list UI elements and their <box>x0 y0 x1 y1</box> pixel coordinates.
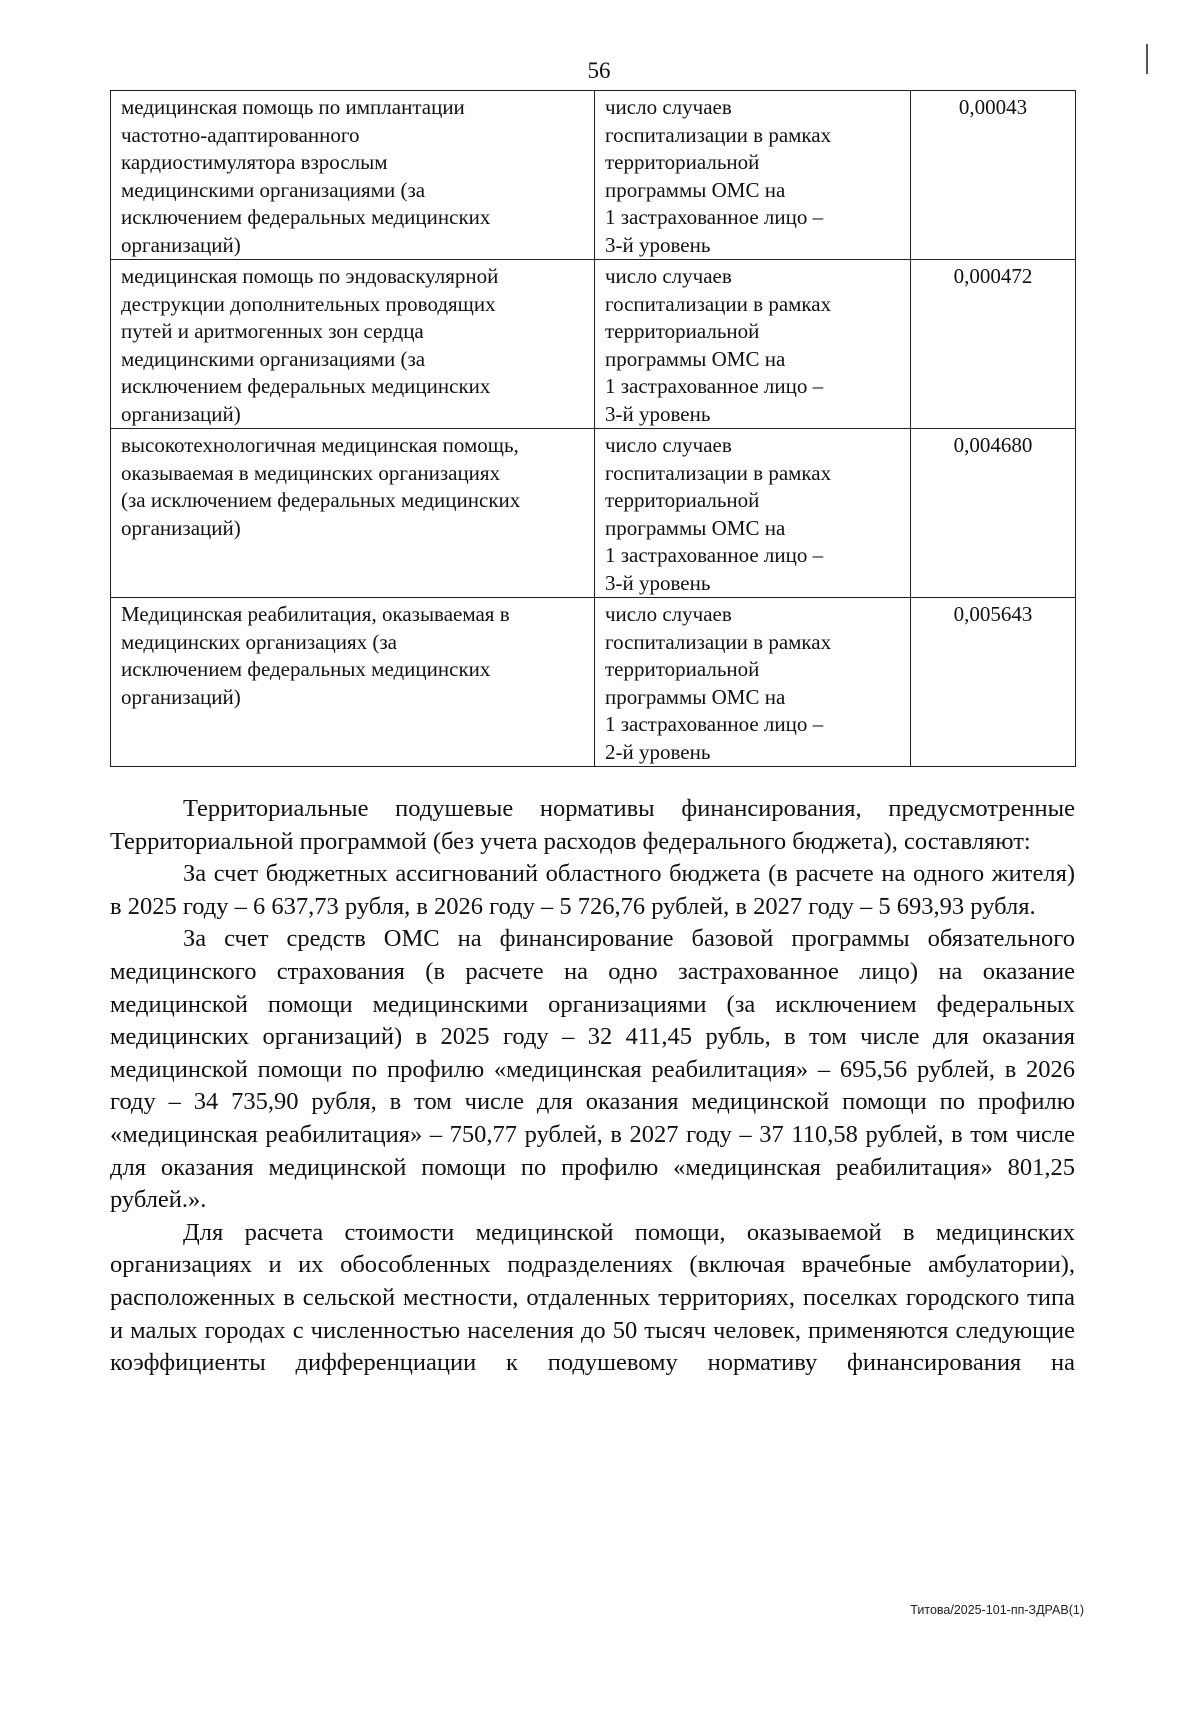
care-type-cell-line: организаций) <box>121 684 241 709</box>
norms-table <box>110 90 1076 767</box>
unit-cell-line: территориальной <box>605 319 760 343</box>
care-type-cell <box>111 598 595 767</box>
care-type-cell-line: (за исключением федеральных медицинских <box>121 488 521 512</box>
unit-cell-line: госпитализации в рамках <box>605 460 832 485</box>
norm-value-cell: 0,00043 <box>911 91 1076 260</box>
norm-value-cell: 0,004680 <box>911 429 1076 598</box>
unit-cell-line: число случаев <box>605 95 732 119</box>
unit-cell-line: госпитализации в рамках <box>605 122 832 147</box>
care-type-cell-line: оказываемая в медицинских организациях <box>121 460 501 485</box>
document-footer-code: Титова/2025-101-пп-ЗДРАВ(1) <box>910 1603 1084 1617</box>
page-number: 56 <box>587 58 611 83</box>
care-type-cell-line: частотно-адаптированного <box>121 122 360 147</box>
unit-cell <box>595 598 911 767</box>
paragraph-4: Для расчета стоимости медицинской помощи, оказываемой в медицинских организациях и их обособленных подразделениях (включая врачебные амбулатории), расположенных в сельской местности, отдаленных территориях, поселках городского типа и малых городах с численностью населения до 50 тысяч человек, применяются следующие коэффициенты дифференциации к подушевому нормативу финансирования на <box>110 1218 1075 1377</box>
care-type-cell-line: путей и аритмогенных зон сердца <box>121 319 424 343</box>
care-type-cell-line: деструкции дополнительных проводящих <box>121 291 496 316</box>
care-type-cell-line: организаций) <box>121 401 241 426</box>
unit-cell-line: программы ОМС на <box>605 346 786 371</box>
care-type-cell-line: Медицинская реабилитация, оказываемая в <box>121 602 510 626</box>
care-type-cell-line: медицинскими организациями (за <box>121 346 426 371</box>
unit-cell-line: 1 застрахованное лицо – <box>605 543 824 567</box>
care-type-cell-line: организаций) <box>121 515 241 540</box>
unit-cell-line: 1 застрахованное лицо – <box>605 205 824 229</box>
norm-value-cell: 0,005643 <box>911 598 1076 767</box>
care-type-cell-line: исключением федеральных медицинских <box>121 374 491 398</box>
norm-value-cell: 0,000472 <box>911 260 1076 429</box>
unit-cell-line: 1 застрахованное лицо – <box>605 712 824 736</box>
unit-cell-line: 1 застрахованное лицо – <box>605 374 824 398</box>
care-type-cell-line: медицинская помощь по эндоваскулярной <box>121 264 499 288</box>
unit-cell-line: госпитализации в рамках <box>605 291 832 316</box>
unit-cell-line: территориальной <box>605 150 760 174</box>
unit-cell-line: программы ОМС на <box>605 684 786 709</box>
unit-cell-line: 2-й уровень <box>605 739 711 764</box>
care-type-cell-line: медицинских организациях (за <box>121 629 398 654</box>
care-type-cell-line: исключением федеральных медицинских <box>121 657 491 681</box>
care-type-cell-line: медицинская помощь по имплантации <box>121 95 465 119</box>
table-row <box>111 429 1076 598</box>
table-row <box>111 260 1076 429</box>
care-type-cell <box>111 429 595 598</box>
unit-cell-line: территориальной <box>605 657 760 681</box>
unit-cell-line: 3-й уровень <box>605 232 711 257</box>
paragraph-2: За счет бюджетных ассигнований областного бюджета (в расчете на одного жителя) в 2025 году – 6 637,73 рубля, в 2026 году – 5 726,76 рублей, в 2027 году – 5 693,93 рубля. <box>110 860 1075 920</box>
body-text <box>110 793 1075 1380</box>
care-type-cell-line: исключением федеральных медицинских <box>121 205 491 229</box>
care-type-cell-line: организаций) <box>121 232 241 257</box>
paragraph-3: За счет средств ОМС на финансирование базовой программы обязательного медицинского страхования (в расчете на одно застрахованное лицо) на оказание медицинской помощи медицинскими организациями (за исключением федеральных медицинских организаций) в 2025 году – 32 411,45 рубль, в том числе для оказания медицинской помощи по профилю «медицинская реабилитация» – 695,56 рублей, в 2026 году – 34 735,90 рубля, в том числе для оказания медицинской помощи по профилю «медицинская реабилитация» – 750,77 рублей, в 2027 году – 37 110,58 рублей, в том числе для оказания медицинской помощи по профилю «медицинская реабилитация» 801,25 рублей.». <box>110 925 1075 1214</box>
care-type-cell <box>111 91 595 260</box>
table-row <box>111 598 1076 767</box>
unit-cell-line: число случаев <box>605 264 732 288</box>
unit-cell <box>595 260 911 429</box>
unit-cell-line: 3-й уровень <box>605 570 711 595</box>
paragraph-1: Территориальные подушевые нормативы финансирования, предусмотренные Территориальной программой (без учета расходов федерального бюджета), составляют: <box>110 795 1075 855</box>
unit-cell <box>595 91 911 260</box>
unit-cell-line: число случаев <box>605 433 732 457</box>
unit-cell-line: госпитализации в рамках <box>605 629 832 654</box>
unit-cell-line: территориальной <box>605 488 760 512</box>
table-row <box>111 91 1076 260</box>
care-type-cell-line: высокотехнологичная медицинская помощь, <box>121 433 519 457</box>
unit-cell <box>595 429 911 598</box>
unit-cell-line: программы ОМС на <box>605 177 786 202</box>
unit-cell-line: программы ОМС на <box>605 515 786 540</box>
unit-cell-line: число случаев <box>605 602 732 626</box>
care-type-cell <box>111 260 595 429</box>
unit-cell-line: 3-й уровень <box>605 401 711 426</box>
care-type-cell-line: кардиостимулятора взрослым <box>121 150 388 174</box>
care-type-cell-line: медицинскими организациями (за <box>121 177 426 202</box>
